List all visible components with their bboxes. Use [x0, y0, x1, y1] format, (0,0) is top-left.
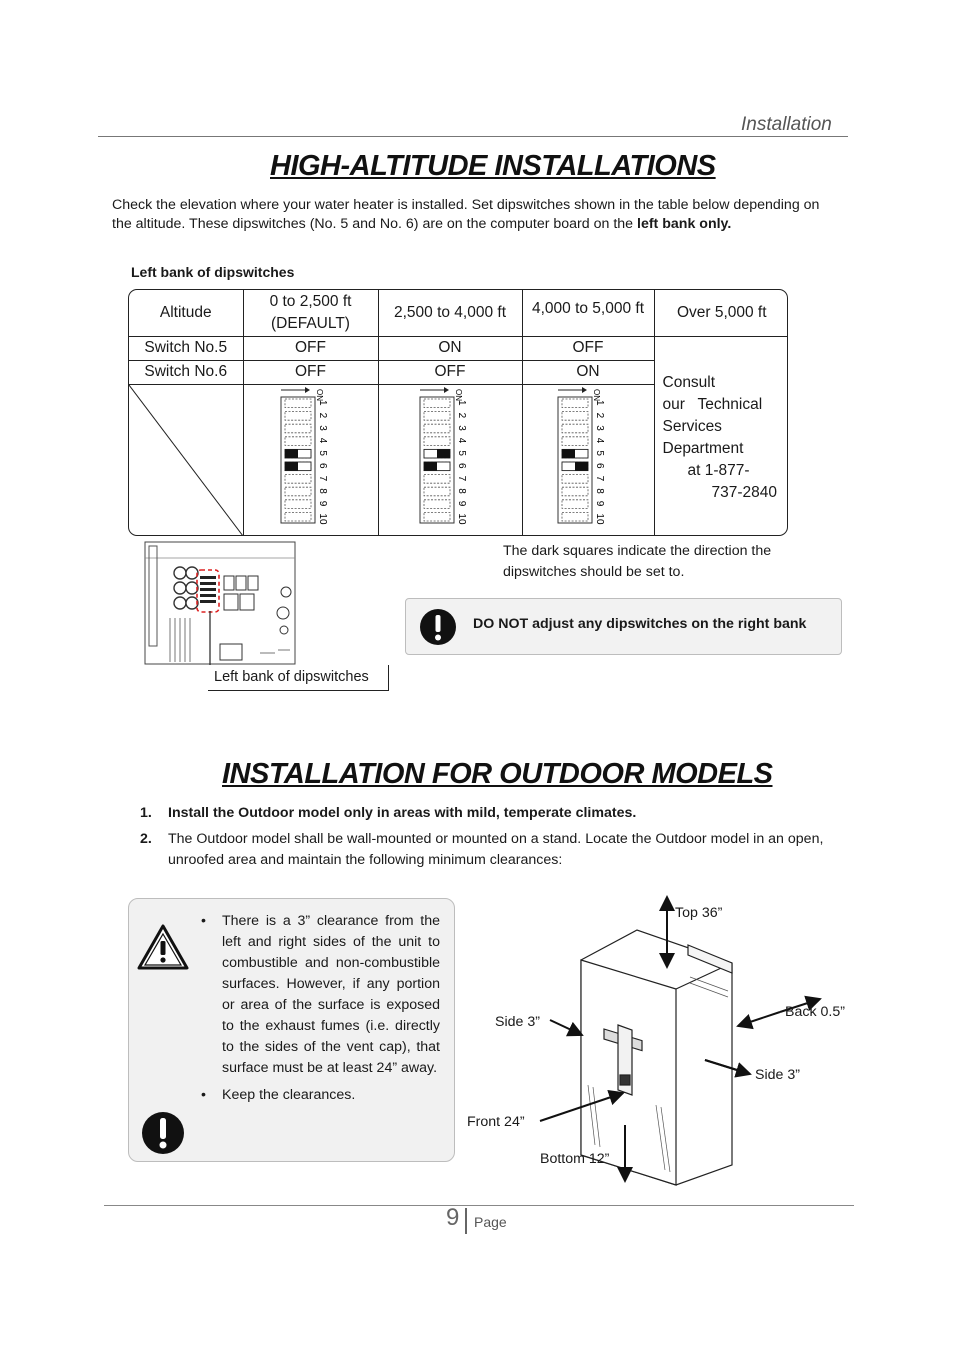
dipswitch-slot [285, 474, 311, 483]
row-label-switch-6: Switch No.6 [129, 360, 243, 384]
switch-number-label: 1 [593, 399, 605, 406]
bullet-item [201, 1085, 440, 1106]
dipswitch-diagram-cell [243, 384, 378, 536]
switch-number-label: 1 [455, 399, 467, 406]
list-text: Install the Outdoor model only in areas with mild, temperate climates. [168, 805, 637, 821]
clearance-side-right-label: Side 3” [755, 1067, 800, 1083]
switch-number-label: 8 [593, 487, 605, 494]
warning-text: DO NOT adjust any dipswitches on the right bank [473, 616, 807, 632]
dipswitch-dark-square [575, 462, 588, 471]
switch5-value: OFF [243, 336, 378, 360]
dipswitch-block [281, 387, 328, 525]
intro-bold-text: left bank only. [637, 216, 732, 232]
dipswitch-slot [424, 474, 450, 483]
dipswitch-dark-square [285, 462, 298, 471]
high-altitude-intro [112, 196, 828, 234]
dipswitch-slot [285, 487, 311, 496]
switch-number-label: 2 [593, 412, 605, 418]
switch-number-label: 1 [316, 399, 328, 406]
clearance-diagram [460, 885, 860, 1190]
bullet-dot: • [201, 913, 206, 929]
dipswitch-slot [562, 487, 588, 496]
dipswitch-diagram-cell [522, 384, 654, 536]
switch-number-label: 2 [316, 412, 328, 418]
switch-number-label: 2 [455, 412, 467, 418]
circuit-board-illustration [140, 538, 300, 666]
switch-number-label: 9 [455, 500, 467, 506]
switch-number-label: 3 [455, 424, 467, 431]
bullet-text: Keep the clearances. [222, 1087, 356, 1103]
dipswitch-slot [424, 512, 450, 521]
list-number: 1. [140, 805, 152, 821]
clearance-front-label: Front 24” [467, 1114, 525, 1130]
switch-number-label: 7 [455, 475, 467, 481]
page-separator [465, 1208, 467, 1234]
consult-line: Consult [662, 374, 716, 392]
dipswitch-slot [424, 487, 450, 496]
switch-number-label: 5 [455, 449, 467, 456]
switch-number-label: 10 [593, 512, 605, 525]
dark-squares-note: The dark squares indicate the direction the dipswitches should be set to. [503, 543, 772, 580]
header-range-2: 2,500 to 4,000 ft [378, 290, 522, 336]
diagonal-line [129, 385, 243, 536]
switch-number-label: 6 [455, 462, 467, 469]
header-range-3: 4,000 to 5,000 ft [522, 290, 654, 336]
dipswitch-dark-square [424, 462, 437, 471]
list-text: The Outdoor model shall be wall-mounted or mounted on a stand. Locate the Outdoor model in an open, unroofed area and maintain the following minimum clearances: [168, 831, 824, 868]
switch-number-label: 4 [593, 437, 605, 443]
arrow-head [582, 387, 587, 393]
header-range-1-text: 0 to 2,500 ft (DEFAULT) [269, 292, 352, 332]
exclamation-icon [419, 608, 457, 646]
dipswitch-table [128, 289, 788, 536]
clearance-bottom-label: Bottom 12” [540, 1151, 610, 1167]
dipswitch-slot [424, 424, 450, 433]
switch-number-label: 9 [593, 500, 605, 506]
switch6-value: OFF [378, 360, 522, 384]
switch-number-label: 6 [593, 462, 605, 469]
dipswitch-diagram-cell [378, 384, 522, 536]
row-label-switch-5: Switch No.5 [129, 336, 243, 360]
dipswitch-dark-square [437, 449, 450, 458]
consult-line: Department [662, 440, 744, 458]
dipswitch-slot [424, 436, 450, 445]
dipswitch-slot [562, 411, 588, 420]
dipswitch-slot [562, 399, 588, 408]
intro-text: Check the elevation where your water heater is installed. Set dipswitches shown in the table below depending on the altitude. These dipswitches (No. 5 and No. 6) are on the computer board on the [112, 197, 820, 232]
clearance-back-label: Back 0.5” [785, 1004, 845, 1020]
dipswitch-slot [285, 411, 311, 420]
clearance-top-label: Top 36” [675, 905, 723, 921]
warning-triangle-icon [137, 923, 189, 971]
consult-cell [654, 336, 788, 536]
dipswitch-slot [562, 424, 588, 433]
dipswitch-diagram [379, 385, 523, 536]
page-label: Page [474, 1214, 507, 1230]
switch-number-label: 10 [316, 512, 328, 525]
dipswitch-slot [562, 474, 588, 483]
switch-number-label: 4 [455, 437, 467, 443]
consult-line: at 1-877- [687, 462, 750, 480]
dipswitch-slot [424, 411, 450, 420]
clearance-side-left-label: Side 3” [495, 1014, 540, 1030]
switch-number-label: 8 [316, 487, 328, 494]
dipswitch-diagram [244, 385, 379, 536]
dipswitch-slot [285, 512, 311, 521]
dipswitch-table-caption: Left bank of dipswitches [131, 264, 295, 280]
footer-rule [104, 1205, 854, 1206]
dipswitch-slot [424, 499, 450, 508]
dipswitch-block [558, 387, 605, 525]
switch-number-label: 9 [316, 500, 328, 506]
consult-line: Services [662, 418, 722, 436]
high-altitude-title: HIGH-ALTITUDE INSTALLATIONS [270, 150, 716, 182]
switch5-value: ON [378, 336, 522, 360]
outdoor-title: INSTALLATION FOR OUTDOOR MODELS [222, 758, 773, 790]
dipswitch-slot [285, 424, 311, 433]
dipswitch-diagram [523, 385, 655, 536]
on-label: ON [591, 388, 601, 401]
switch-number-label: 5 [316, 449, 328, 456]
consult-line: our Technical [662, 396, 763, 414]
switch-number-label: 4 [316, 437, 328, 443]
arrow-head [444, 387, 449, 393]
switch-number-label: 3 [593, 424, 605, 431]
dipswitch-slot [285, 399, 311, 408]
dipswitch-slot [424, 399, 450, 408]
header-range-4: Over 5,000 ft [654, 290, 788, 336]
switch-number-label: 8 [455, 487, 467, 494]
bullet-item [201, 911, 440, 1079]
dipswitch-slot [562, 512, 588, 521]
clearance-bullets [201, 911, 440, 1106]
switch5-value: OFF [522, 336, 654, 360]
diagonal-cell [129, 384, 243, 536]
dipswitch-slot [562, 436, 588, 445]
section-header: Installation [741, 114, 832, 135]
arrow-head [305, 387, 310, 393]
bullet-text: There is a 3” clearance from the left and right sides of the unit to combustible and non-combustible surfaces. However, if any portion or area of the surface is exposed to the exhaust fumes (i.e. directly to the sides of the vent cap), that surface must be at least 24” away. [222, 913, 440, 1076]
consult-line: 737-2840 [711, 484, 778, 502]
board-callout-label: Left bank of dipswitches [208, 665, 389, 691]
dipswitch-warning [405, 598, 842, 655]
dipswitch-block [420, 387, 467, 525]
switch-number-label: 6 [316, 462, 328, 469]
switch-number-label: 7 [593, 475, 605, 481]
switch6-value: ON [522, 360, 654, 384]
switch6-value: OFF [243, 360, 378, 384]
switch-number-label: 7 [316, 475, 328, 481]
on-label: ON [453, 388, 463, 401]
clearance-caution-box [128, 898, 455, 1162]
header-rule [98, 136, 848, 137]
header-altitude: Altitude [129, 290, 243, 336]
dipswitch-slot [562, 499, 588, 508]
dipswitch-slot [285, 436, 311, 445]
bullet-dot: • [201, 1087, 206, 1103]
dipswitch-dark-square [562, 449, 575, 458]
switch-number-label: 5 [593, 449, 605, 456]
header-range-1 [243, 290, 378, 336]
list-number: 2. [140, 831, 152, 847]
switch-number-label: 3 [316, 424, 328, 431]
exclamation-icon [141, 1111, 185, 1155]
dipswitch-dark-square [285, 449, 298, 458]
on-label: ON [314, 388, 324, 401]
switch-number-label: 10 [455, 512, 467, 525]
dipswitch-slot [285, 499, 311, 508]
page-number: 9 [446, 1204, 460, 1231]
